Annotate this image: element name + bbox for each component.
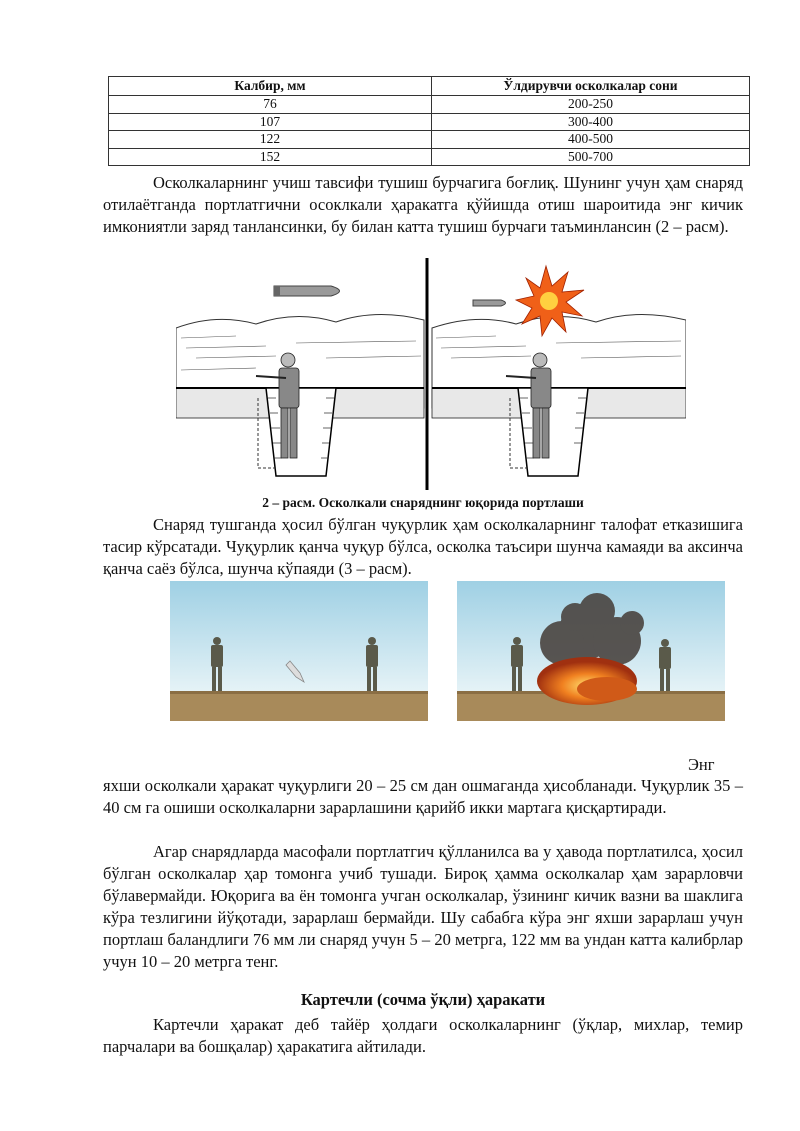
left-panel <box>176 286 424 476</box>
figure-3-explosion-photo <box>457 581 725 721</box>
table-header-fragments: Ўлдирувчи осколкалар сони <box>432 77 750 96</box>
paragraph-best-depth: яхши осколкали ҳаракат чуқурлиги 20 – 25 см дан ошмаганда ҳисобланади. Чуқурлик 35 – 40 см га ошиши осколкаларни зарарлашини қарийб икки мартага қисқартиради. <box>103 776 743 817</box>
table-cell: 200-250 <box>432 96 750 114</box>
table-cell: 76 <box>109 96 432 114</box>
table-row <box>109 131 750 149</box>
shell-icon <box>274 286 340 296</box>
caliber-fragments-table <box>108 76 750 166</box>
section-heading: Картечли (сочма ўқли) ҳаракати <box>300 990 546 1009</box>
table-cell: 122 <box>109 131 432 149</box>
figure-3-before-photo <box>170 581 428 721</box>
table-row <box>109 113 750 131</box>
table-header-caliber: Калбир, мм <box>109 77 432 96</box>
paragraph-airburst: Агар снарядларда масофали портлатгич қўлланилса ва у ҳавода портлатилса, ҳосил бўлган осколкалар ҳар томонга учиб тушади. Бироқ ҳамма осколкалар ҳам зарарловчи бўлавермайди. Юқорига ва ён томонга учган осколкалар, ўзининг кичик вазни ва шаклига кўра тезлигини йўқотади, зарарлаш бермайди. Шу сабабга кўра энг яхши зарарлаш учун портлаш баландлиги 76 мм ли снаряд учун 5 – 20 метрга, 122 мм ва ундан катта калибрлар учун 10 – 20 метрга тенг. <box>103 842 743 971</box>
shell-icon <box>473 300 506 306</box>
right-panel <box>432 266 686 476</box>
paragraph-fragment-flight: Осколкаларнинг учиш тавсифи тушиш бурчагига боғлиқ. Шунинг учун ҳам снаряд отилаётганда портлатгични осоклкали ҳаракатга қўйишда отиш шароитида энг кичик имкониятли заряд танлансинки, бу билан катта тушиш бурчаги таъминлансин (2 – расм). <box>103 173 743 236</box>
figure-2-caption: 2 – расм. Осколкали снаряднинг юқорида портлаши <box>262 495 584 510</box>
table-cell: 400-500 <box>432 131 750 149</box>
table-header-row <box>109 77 750 96</box>
table-cell: 500-700 <box>432 148 750 166</box>
table-row <box>109 96 750 114</box>
figure-2-illustration <box>176 258 686 490</box>
table-row <box>109 148 750 166</box>
paragraph-best-depth-start: Энг <box>688 755 715 774</box>
table-cell: 152 <box>109 148 432 166</box>
explosion-fire <box>537 657 637 705</box>
table-cell: 300-400 <box>432 113 750 131</box>
paragraph-canister-definition: Картечли ҳаракат деб тайёр ҳолдаги осколкаларнинг (ўқлар, михлар, темир парчалари ва бошқалар) ҳаракатига айтилади. <box>103 1015 743 1056</box>
table-cell: 107 <box>109 113 432 131</box>
paragraph-crater-depth: Снаряд тушганда ҳосил бўлган чуқурлик ҳам осколкаларнинг талофат етказишига тасир кўрсатади. Чуқурлик қанча чуқур бўлса, осколка таъсири шунча камаяди ва аксинча қанча саёз бўлса, шунча кўпаяди (3 – расм). <box>103 515 743 578</box>
